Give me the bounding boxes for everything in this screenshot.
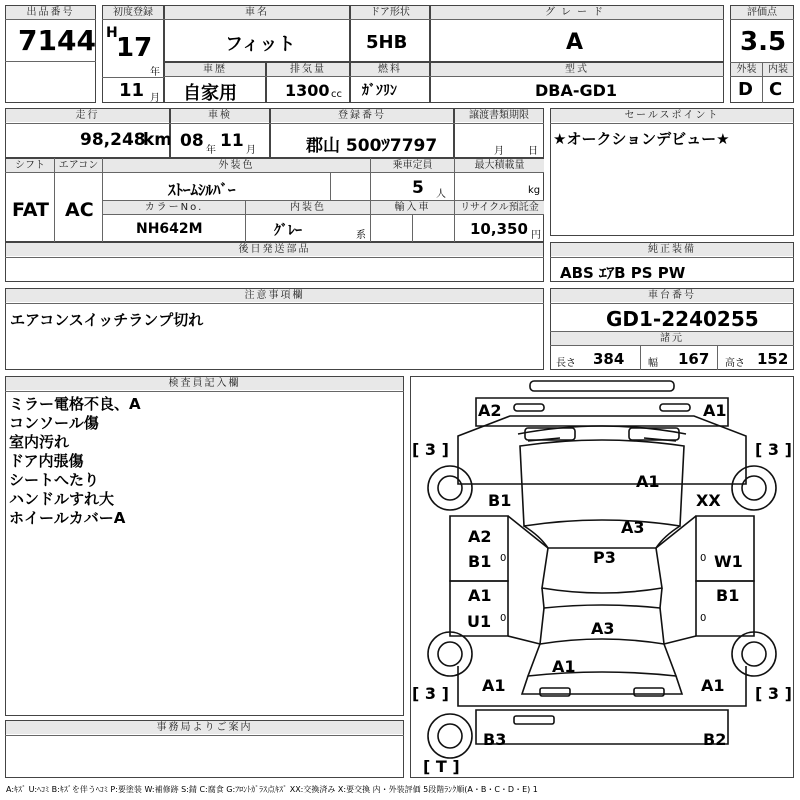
lot-number: 7144 bbox=[18, 24, 96, 57]
mark-quarter-l: A1 bbox=[482, 676, 506, 695]
mark-tire-fl: [ 3 ] bbox=[412, 440, 449, 459]
mark-door-fl-1: A2 bbox=[468, 527, 492, 546]
width: 167 bbox=[678, 350, 710, 368]
mark-fender-l: B1 bbox=[488, 491, 512, 510]
registration-number: 郡山 500ﾂ7797 bbox=[306, 136, 438, 156]
height: 152 bbox=[757, 350, 789, 368]
notes-text: エアコンスイッチランプ切れ bbox=[10, 311, 204, 329]
inspection-year: 08 bbox=[180, 131, 204, 151]
mark-tire-rr: [ 3 ] bbox=[755, 684, 792, 703]
reg-month: 11 bbox=[119, 80, 145, 101]
mark-front-right: A1 bbox=[703, 401, 727, 420]
door-type: 5HB bbox=[366, 32, 408, 53]
inspector-note: ハンドルすれ大 bbox=[9, 490, 115, 508]
mark-tire-rl: [ 3 ] bbox=[412, 684, 449, 703]
chassis-number: GD1-2240255 bbox=[606, 307, 759, 331]
mark-door-fr: W1 bbox=[714, 552, 743, 571]
mark-windshield: A3 bbox=[621, 518, 645, 537]
sales-point: ★オークションデビュー★ bbox=[553, 130, 730, 148]
mark-rear-bumper-r: B2 bbox=[703, 730, 727, 749]
mark-trunk: A1 bbox=[552, 657, 576, 676]
seating-capacity: 5 bbox=[412, 178, 424, 198]
model-code: DBA-GD1 bbox=[535, 81, 618, 100]
overall-score: 3.5 bbox=[740, 27, 787, 57]
first-reg-header: 初度登録 bbox=[103, 6, 163, 19]
vehicle-history: 自家用 bbox=[183, 83, 237, 104]
mark-door-fl-2: B1 bbox=[468, 552, 492, 571]
inspector-note: ホイールカバーA bbox=[9, 509, 126, 527]
legend: A:ｷｽﾞ U:ﾍｺﾐ B:ｷｽﾞを伴うﾍｺﾐ P:要塗装 W:補修跡 S:錆 C:腐食 G:ﾌﾛﾝﾄｶﾞﾗｽ点ｷｽﾞ XX:交換済み X:要交換 内・外装評価 5段階ﾗﾝｸ順(A・B・C・D・E) 1 bbox=[6, 785, 538, 794]
mark-door-rl-2: U1 bbox=[467, 612, 492, 631]
shift-type: FAT bbox=[12, 199, 49, 221]
length: 384 bbox=[593, 350, 625, 368]
inspector-note: シートへたり bbox=[9, 471, 100, 489]
exterior-color: ｽﾄｰﾑｼﾙﾊﾞｰ bbox=[168, 181, 236, 199]
inspection-month: 11 bbox=[220, 131, 244, 151]
car-diagram bbox=[410, 376, 794, 778]
mark-fender-r: XX bbox=[696, 491, 721, 510]
mark-rear-glass: A3 bbox=[591, 619, 615, 638]
mileage: 98,248 bbox=[80, 130, 146, 150]
recycle-fee: 10,350 bbox=[470, 220, 528, 238]
mark-quarter-r: A1 bbox=[701, 676, 725, 695]
exterior-score: D bbox=[738, 79, 753, 100]
inspector-note: 室内汚れ bbox=[9, 433, 70, 451]
inspector-note: ドア内張傷 bbox=[9, 452, 84, 470]
mark-door-rr: B1 bbox=[716, 586, 740, 605]
mark-tire-fr: [ 3 ] bbox=[755, 440, 792, 459]
car-name: フィット bbox=[225, 34, 296, 55]
interior-color: ｸﾞﾚｰ bbox=[274, 223, 302, 239]
mark-roof: P3 bbox=[593, 548, 616, 567]
displacement: 1300 bbox=[285, 81, 330, 100]
lot-header: 出品番号 bbox=[6, 6, 95, 19]
inspector-notes bbox=[9, 395, 141, 528]
mark-rear-bumper-l: B3 bbox=[483, 730, 507, 749]
mark-front-left: A2 bbox=[478, 401, 502, 420]
grade: A bbox=[566, 30, 584, 55]
reg-year: 17 bbox=[116, 33, 153, 63]
mark-hood: A1 bbox=[636, 472, 660, 491]
inspector-note: コンソール傷 bbox=[9, 414, 99, 432]
era: H bbox=[106, 25, 118, 41]
mark-spare-tire: [ T ] bbox=[423, 757, 460, 776]
mark-door-rl-1: A1 bbox=[468, 586, 492, 605]
inspector-note: ミラー電格不良、A bbox=[9, 395, 141, 413]
color-number: NH642M bbox=[136, 221, 203, 237]
interior-score: C bbox=[769, 79, 783, 100]
equipment: ABS ｴｱB PS PW bbox=[560, 264, 686, 282]
fuel: ｶﾞｿﾘﾝ bbox=[362, 83, 397, 99]
aircon-type: AC bbox=[65, 199, 94, 221]
